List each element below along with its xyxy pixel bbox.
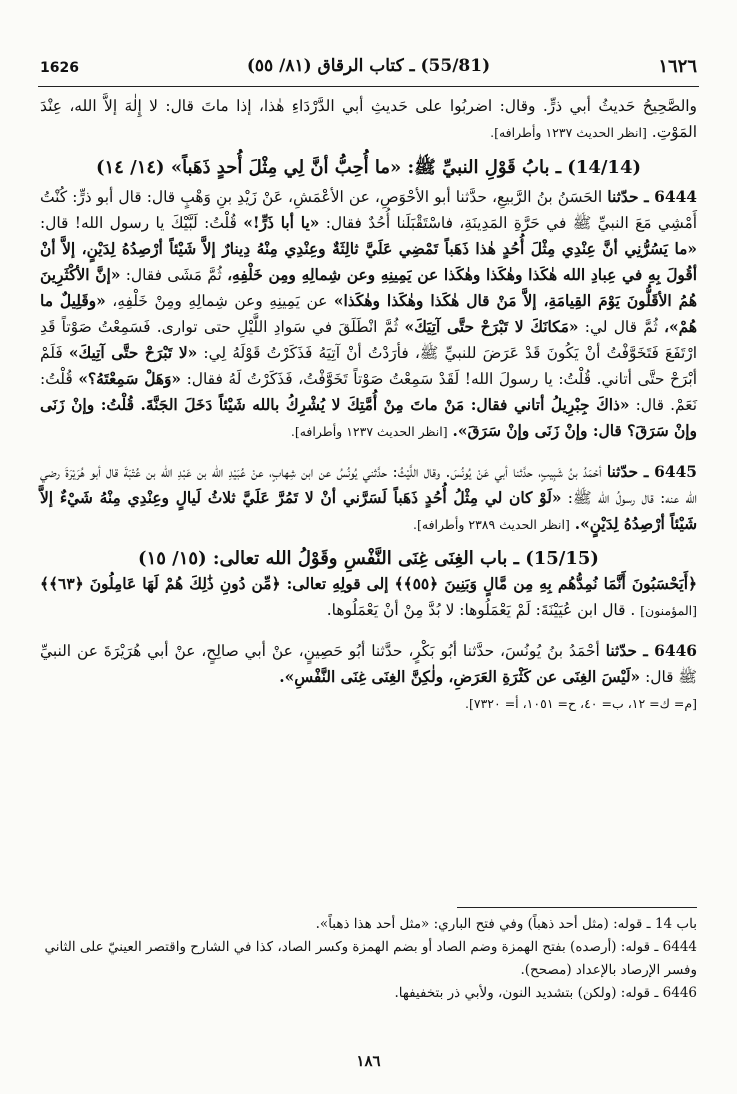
chapter-heading-15: (15/15) ـ باب الغِنَى غِنَى النَّفْسِ وقَوْلُ الله تعالى: (١٥/ ١٥) [138,548,599,569]
running-header [40,54,697,84]
narration: قُلْتُ: نَعَمْ. قال: [40,370,697,414]
commentary: . قال ابن عُيَيْنَةَ: لَمْ يَعْمَلُوها: لا بُدَّ مِنْ أنْ يَعْمَلُوها. [326,601,636,619]
chapter-heading-14: (14/14) ـ بابُ قَوْلِ النبيِّ ﷺ: «ما أُحِبُّ أنَّ لِي مِثْلَ أُحدٍ ذَهَباً» (١٤/ ١٤) [95,157,642,178]
cross-reference: [انظر الحديث ١٢٣٧ وأطرافه]. [290,424,448,439]
isnad: أحْمَدُ بنُ شَبِيبٍ، حدَّثنا أبي عَنْ يُونُسَ. وقال اللَّيْثُ: حدَّثني يُونُسُ عن ابن شِهابٍ، عنْ عُبَيْدِ الله بن عَبْدِ الله بن عُتْبَةَ قال أبو هُرَيْرَةَ رضي الله عنه: قال رسولُ الله ﷺ: [40,463,697,507]
matn: «إنَّ الأكْثَرِينَ هُمُ الأقَلُّونَ يَوْمَ القِيامَةِ، إلاَّ مَنْ قال هٰكَذا وهٰكَذا وهٰكَذا» [40,266,697,310]
matn: «ما يَسُرُّنِي أنَّ عِنْدِي مِثْلَ أُحُدٍ هٰذا ذَهَباً تَمْضِي عَلَيَّ ثالِثَةٌ وعِنْدِي مِنْهُ دِينارٌ إلاَّ شَيْئاً أرْصِدُهُ لِدَيْنٍ، إلاَّ أنْ أقُولَ بِهِ في عِبادِ الله هٰكَذا وهٰكَذا وهٰكَذا عن يَمِينِهِ وعن شِمالِهِ ومِن خَلْفِهِ، [40,240,697,284]
hadith-number: 6445 ـ حدّثنا [606,463,697,481]
matn: «لَيْسَ الغِنَى عن كَثْرَةِ العَرَضِ، ولٰكِنَّ الغِنَى غِنَى النَّفْسِ». [279,668,641,686]
narration: ثُمَّ انْطَلَقَ في سَوادِ اللَّيْلِ حتى توارى. فَسَمِعْتُ صَوْتاً قَدِ ارْتَفَعَ فَتَخَوَّفْتُ أنْ يَكُونَ قَدْ عَرَضَ للنبيِّ ﷺ، فأرَدْتُ أنْ آتِيَهُ فَذَكَرْتُ قَوْلَهُ لِي: [40,318,697,362]
page-number-footer: ١٨٦ [356,1052,381,1070]
matn: «وَهَلْ سَمِعْتَهُ؟» [78,370,182,388]
hadith-6446-refs [40,690,697,717]
continuation-text: والصَّحِيحُ حَديثُ أبي ذرٍّ. وقال: اضربُوا على حَديثِ أبي الدَّرْدَاءِ هٰذا، إذا ماتَ قال: لا إِلٰهَ إلاَّ الله، عِنْدَ المَوْتِ. [40,97,697,141]
page-number-latin: 1626 [40,60,79,76]
footnote-3: 6446 ـ قوله: (ولكن) بتشديد النون، ولأبي ذر بتخفيفها. [394,985,697,1001]
footnote-rule [457,907,697,908]
hadith-6445 [40,459,697,538]
matn: «لَوْ كان لي مِثْلُ أُحُدٍ ذَهَباً لَسَرَّني أنْ لا تَمُرَّ عَلَيَّ ثلاثُ لَيالٍ وعِنْدِي مِنْهُ شَيْءٌ إلاَّ شَيْئاً أرْصِدُهُ لِدَيْنٍ». [40,489,697,533]
page-number-arabic: ١٦٢٦ [658,56,697,77]
header-rule [38,86,699,87]
footnote-1: باب 14 ـ قوله: (مثل أحد ذهباً) وفي فتح الباري: «مثل أحد هذا ذهباً». [315,916,697,932]
matn: «ذاكَ جِبْرِيلُ أتاني فقال: مَنْ ماتَ مِنْ أُمَّتِكَ لا يُشْرِكُ بالله شَيْئاً دَخَلَ الجَنَّةَ. قُلْتُ: وإنْ زَنَى وإنْ سَرَقَ؟ قال: وإنْ زَنَى وإنْ سَرَقَ». [40,396,697,440]
matn: «يا أبا ذَرٍّ!» [243,214,320,232]
isnad: الحَسَنُ بنُ الرَّبيعِ، حدَّثنا أبو الأحْوَصِ، عن الأعْمَشِ، عَنْ زَيْدِ بنِ وَهْبٍ قال: قال أبو ذرٍّ: كُنْتُ أَمْشِي مَعَ النبيِّ ﷺ في حَرَّةِ المَدِينَةِ، فاسْتَقْبَلَنا أُحُدٌ فقال: [40,188,697,232]
hadith-number: 6444 ـ حدّثنا [607,188,697,206]
hadith-6444 [40,184,697,445]
running-title: (55/81) ـ كتاب الرقاق (٨١/ ٥٥) [246,56,491,76]
narration: قُلْتُ: لَبَّيْكَ يا رسول الله! قال: [40,214,237,232]
narration: فَلَمْ أبْرَحْ حتَّى أتاني. قُلْتُ: يا رسولَ الله! لَقَدْ سَمِعْتُ صَوْتاً تَخَوَّفْتُ، فَذَكَرْتُ لَهُ فقال: [40,344,697,388]
footnotes [40,913,697,1005]
matn: «وقَلِيلٌ ما هُمْ»، [40,292,697,336]
isnad: أحْمَدُ بنُ يُونُسَ، حدَّثنا أبُو بَكْرٍ، حدَّثنا أبُو حَصِينٍ، عنْ أبي صالِحٍ، عنْ أبي هُرَيْرَةَ عن النبيِّ ﷺ قال: [40,642,697,686]
cross-reference: [م= ك= ١٢، ب= ٤٠، ح= ١٠٥١، أ= ٧٣٢٠]. [465,696,697,711]
cross-reference: [انظر الحديث ٢٣٨٩ وأطرافه]. [413,517,570,532]
matn: «مَكانَكَ لا تَبْرَحْ حتَّى آتِيَكَ» [404,318,579,336]
quran-quote [40,571,697,624]
quran-verse: ﴿أَيَحْسَبُونَ أَنَّمَا نُمِدُّهُم بِهِ مِن مَّالٍ وَبَنِينَ ﴿٥٥﴾﴾ إلى قولِهِ تعالى: ﴿مِّن دُونِ ذَٰلِكَ هُمْ لَهَا عَامِلُونَ ﴿٦٣﴾﴾ [40,575,697,593]
paragraph-continuation [40,93,697,146]
hadith-number: 6446 ـ حدّثنا [605,642,697,660]
cross-reference: [انظر الحديث ١٢٣٧ وأطرافه]. [490,125,647,140]
hadith-6446 [40,638,697,690]
surah-name: [المؤمنون] [640,603,697,618]
narration: ثُمَّ قال لي: [584,318,658,336]
narration: عن يَمِينِهِ وعن شِمالِهِ ومِنْ خَلْفِهِ، [112,292,328,310]
main-text [40,93,697,717]
footnote-2: 6444 ـ قوله: (أرصده) بفتح الهمزة وضم الصاد أو بضم الهمزة وكسر الصاد، كذا في الشارح واقتصر العينيّ على الثاني وفسر الإرصاد بالإعداد (مصحح). [44,939,697,978]
narration: ثُمَّ مَشَى فقال: [125,266,222,284]
matn: «لا تَبْرَحْ حتَّى آتِيكَ» [68,344,198,362]
